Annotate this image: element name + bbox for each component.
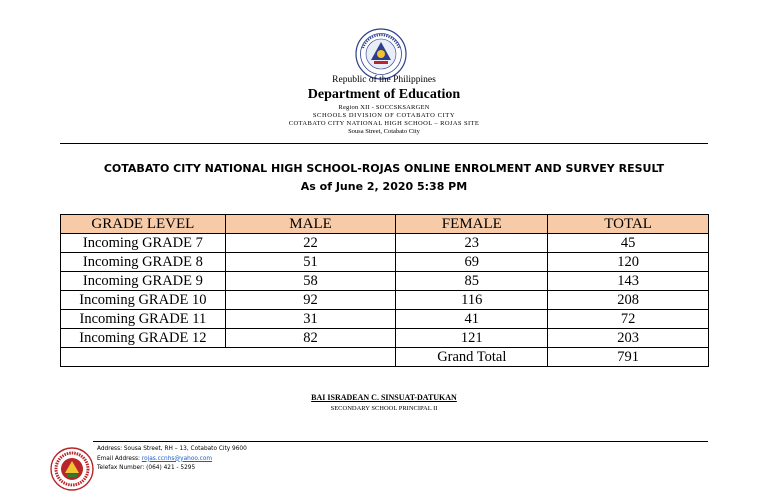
grand-total-value: 791 [548, 348, 709, 367]
header-division: SCHOOLS DIVISION OF COTABATO CITY [312, 112, 456, 119]
footer-email-link[interactable]: rojas.ccnhs@yahoo.com [141, 455, 213, 462]
table-row [61, 253, 709, 272]
header-female: FEMALE [396, 215, 548, 234]
header-street: Sousa Street, Cotabato City [348, 128, 420, 135]
footer-divider [93, 441, 708, 442]
table-row [61, 329, 709, 348]
cell-male: 51 [225, 253, 396, 272]
table-row [61, 272, 709, 291]
header-department: Department of Education [307, 87, 461, 102]
report-title: COTABATO CITY NATIONAL HIGH SCHOOL-ROJAS ONLINE ENROLMENT AND SURVEY RESULT [103, 162, 665, 175]
cell-total: 72 [548, 310, 709, 329]
footer-address: Address: Sousa Street, RH – 13, Cotabato City 9600 [97, 446, 247, 452]
cell-female: 23 [396, 234, 548, 253]
table-row [61, 291, 709, 310]
cell-male: 58 [225, 272, 396, 291]
cell-grade: Incoming GRADE 11 [61, 310, 226, 329]
signatory-position: SECONDARY SCHOOL PRINCIPAL II [330, 405, 438, 412]
cell-female: 85 [396, 272, 548, 291]
cell-male: 92 [225, 291, 396, 310]
grand-total-label: Grand Total [396, 348, 548, 367]
table-header-row [61, 215, 709, 234]
cell-total: 203 [548, 329, 709, 348]
cell-male: 31 [225, 310, 396, 329]
cell-grade: Incoming GRADE 7 [61, 234, 226, 253]
cell-grade: Incoming GRADE 8 [61, 253, 226, 272]
cell-female: 69 [396, 253, 548, 272]
footer-telefax: Telefax Number: (064) 421 - 5295 [97, 465, 196, 471]
header-total: TOTAL [548, 215, 709, 234]
cell-grade: Incoming GRADE 10 [61, 291, 226, 310]
report-date: As of June 2, 2020 5:38 PM [300, 180, 468, 193]
header-republic: Republic of the Philippines [332, 75, 436, 85]
table-row [61, 234, 709, 253]
footer-email-line [97, 455, 247, 465]
cell-total: 143 [548, 272, 709, 291]
enrolment-table [60, 214, 709, 367]
cell-male: 82 [225, 329, 396, 348]
footer-email-label: Email Address: [97, 455, 142, 462]
cell-total: 208 [548, 291, 709, 310]
header-male: MALE [225, 215, 396, 234]
signatory-name: BAI ISRADEAN C. SINSUAT-DATUKAN [311, 393, 457, 402]
header-grade-level: GRADE LEVEL [61, 215, 226, 234]
header-school: COTABATO CITY NATIONAL HIGH SCHOOL – ROJAS SITE [288, 120, 480, 127]
header-divider [60, 143, 708, 144]
cell-grade: Incoming GRADE 12 [61, 329, 226, 348]
deped-seal-icon [355, 28, 407, 80]
cell-grade: Incoming GRADE 9 [61, 272, 226, 291]
grand-total-spacer [61, 348, 396, 367]
table-row [61, 310, 709, 329]
cell-female: 121 [396, 329, 548, 348]
cell-female: 116 [396, 291, 548, 310]
cell-female: 41 [396, 310, 548, 329]
footer-contact [97, 445, 247, 474]
school-logo-icon [50, 447, 94, 491]
cell-total: 45 [548, 234, 709, 253]
cell-male: 22 [225, 234, 396, 253]
grand-total-row [61, 348, 709, 367]
cell-total: 120 [548, 253, 709, 272]
header-region: Region XII - SOCCSKSARGEN [338, 104, 430, 111]
